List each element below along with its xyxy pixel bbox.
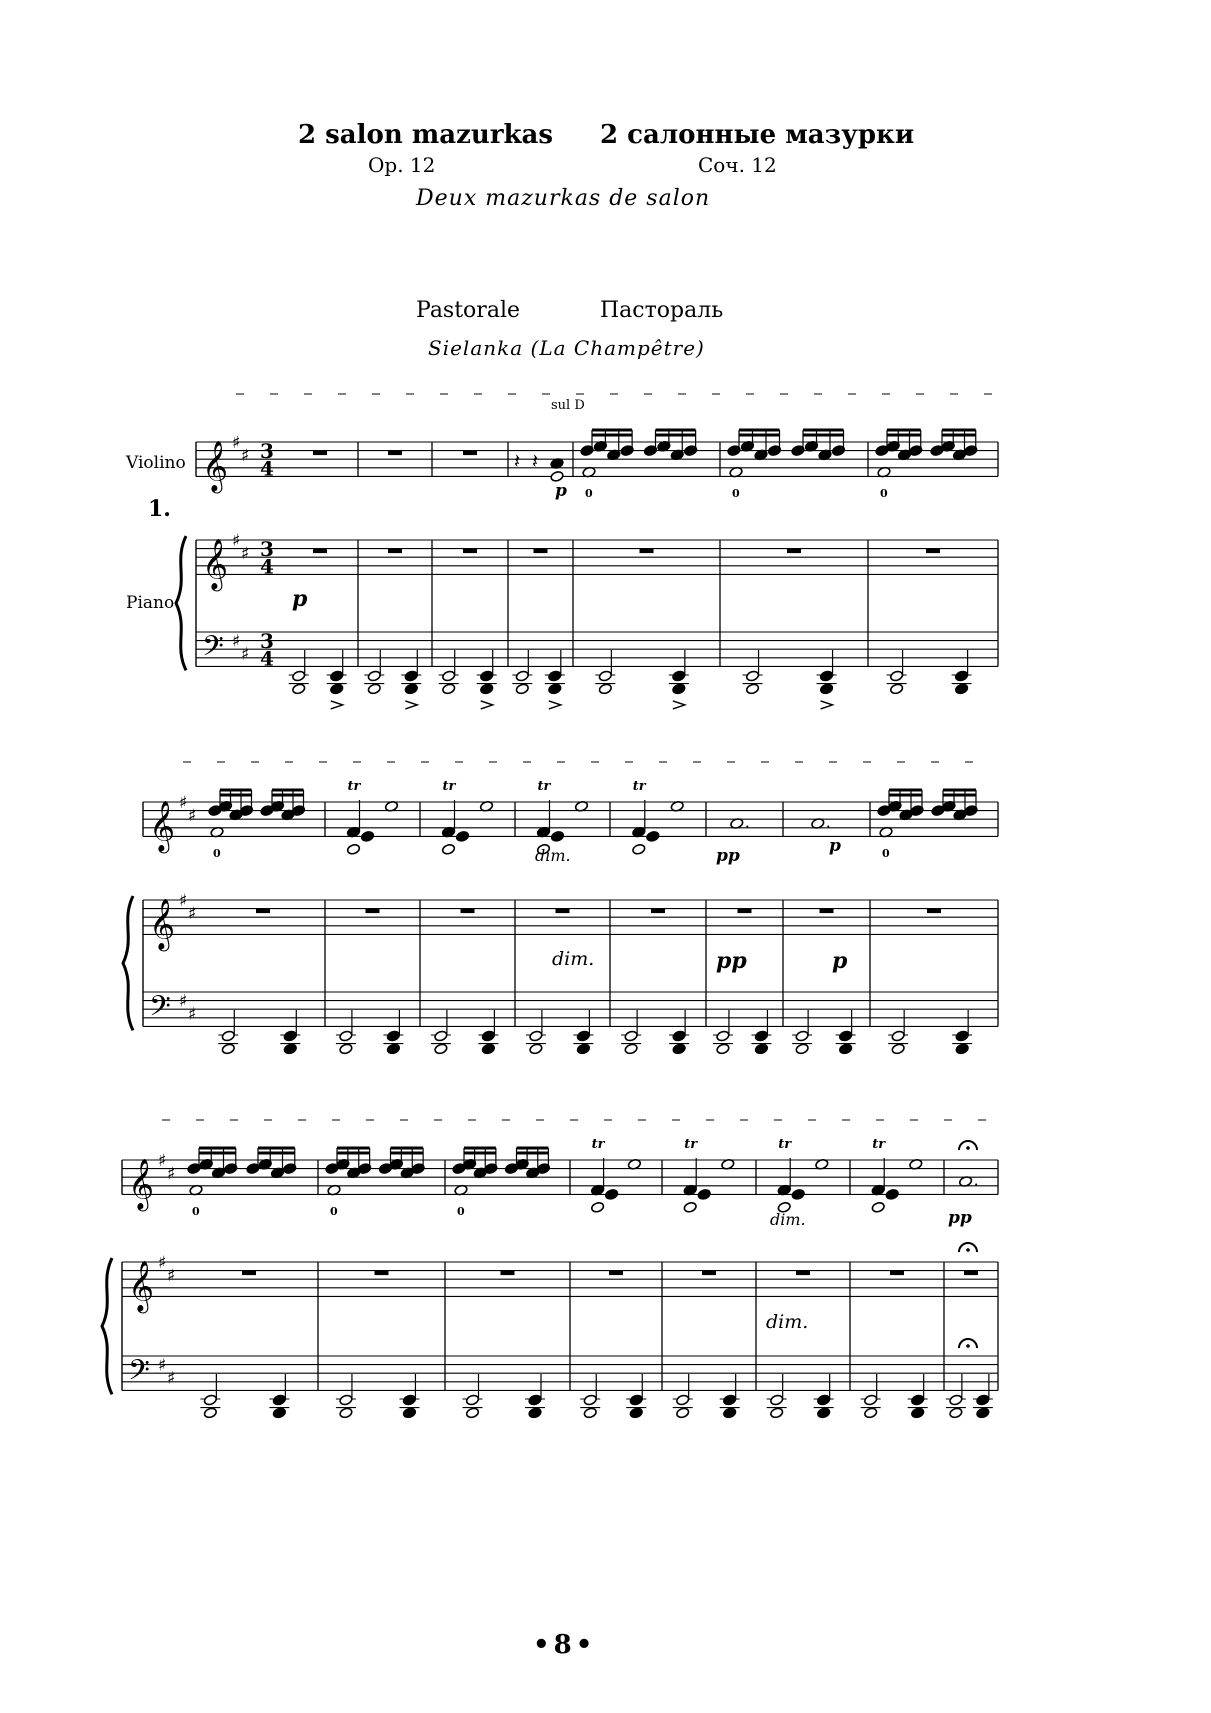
bass-half-note xyxy=(339,1394,353,1406)
dim-piano-3: dim. xyxy=(766,1311,809,1333)
bass-quarter-note xyxy=(386,1030,400,1042)
bass-quarter-note xyxy=(819,670,833,682)
sharp-icon: ♯ xyxy=(158,1151,167,1171)
whole-rest xyxy=(964,1271,978,1276)
dynamic-pp-violin-2: pp xyxy=(716,846,740,866)
sharp-icon: ♯ xyxy=(241,543,250,564)
violin-note xyxy=(455,830,469,842)
accent-icon xyxy=(549,701,561,709)
sharp-icon: ♯ xyxy=(241,644,250,665)
bass-half-note xyxy=(891,1043,905,1055)
bass-quarter-note xyxy=(576,1043,590,1055)
violin-note xyxy=(871,1201,885,1213)
bass-clef-icon: 𝄢 xyxy=(128,1354,150,1395)
fingering-0: 0 xyxy=(732,487,740,501)
sharp-icon: ♯ xyxy=(232,433,241,453)
bass-quarter-note xyxy=(272,1394,286,1406)
brace xyxy=(123,896,133,1030)
bass-quarter-note xyxy=(672,670,686,682)
violin-note xyxy=(632,843,646,855)
treble-clef-icon: 𝄞 xyxy=(128,1158,155,1210)
bass-quarter-note xyxy=(723,1394,737,1406)
whole-rest xyxy=(501,1271,515,1276)
piece-title-polish: Sielanka (La Champêtre) xyxy=(428,336,705,360)
dot: . xyxy=(825,812,831,832)
violin-note xyxy=(360,830,374,842)
bass-half-note xyxy=(465,1407,479,1419)
bass-half-note xyxy=(624,1030,638,1042)
bass-quarter-note xyxy=(911,1407,925,1419)
bass-quarter-note xyxy=(672,1043,686,1055)
bass-half-note xyxy=(529,1030,543,1042)
accent-icon xyxy=(405,701,417,709)
time-sig-3: 3 xyxy=(260,439,274,464)
dim-violin-2: dim. xyxy=(535,846,571,865)
bass-half-note xyxy=(434,1030,448,1042)
whole-rest xyxy=(534,549,548,554)
trill-mark: tr xyxy=(591,1137,605,1152)
piece-title-english: Pastorale xyxy=(416,298,520,323)
trill-mark: tr xyxy=(778,1137,792,1152)
trill-mark: tr xyxy=(442,779,456,794)
bass-half-note xyxy=(676,1407,690,1419)
whole-rest xyxy=(640,549,654,554)
bass-half-note xyxy=(203,1407,217,1419)
sharp-icon: ♯ xyxy=(188,805,197,826)
sharp-icon: ♯ xyxy=(232,531,241,551)
brace xyxy=(102,1258,112,1394)
dynamic-p-violin-2: p xyxy=(829,836,841,856)
bass-half-note xyxy=(442,670,456,682)
opus-russian: Соч. 12 xyxy=(698,153,777,177)
fingering-0: 0 xyxy=(213,847,221,861)
sharp-icon: ♯ xyxy=(179,991,188,1012)
bass-half-note xyxy=(465,1394,479,1406)
sharp-icon: ♯ xyxy=(167,1265,176,1286)
fingering-0: 0 xyxy=(192,1205,200,1219)
whole-rest xyxy=(388,549,402,554)
treble-clef-icon: 𝄞 xyxy=(202,440,229,492)
whole-rest xyxy=(702,1271,716,1276)
violin-note xyxy=(550,830,564,842)
whole-rest xyxy=(313,451,327,456)
bass-quarter-note xyxy=(330,670,344,682)
bass-half-note xyxy=(367,683,381,695)
violin-note xyxy=(605,1188,619,1200)
bass-quarter-note xyxy=(404,670,418,682)
time-sig-3: 3 xyxy=(260,629,274,654)
bass-half-note xyxy=(624,1043,638,1055)
bass-quarter-note xyxy=(402,1407,416,1419)
dynamic-p-violin-1: p xyxy=(555,481,567,501)
bass-half-note xyxy=(716,1030,730,1042)
piece-title-russian: Пастораль xyxy=(600,298,724,323)
whole-rest xyxy=(463,549,477,554)
fingering-0: 0 xyxy=(457,1205,465,1219)
trill-mark: tr xyxy=(347,779,361,794)
whole-rest xyxy=(609,1271,623,1276)
bass-half-note xyxy=(221,1030,235,1042)
bass-quarter-note xyxy=(283,1043,297,1055)
bass-quarter-note xyxy=(481,1043,495,1055)
bass-half-note xyxy=(515,670,529,682)
bass-quarter-note xyxy=(819,683,833,695)
bass-clef-icon: 𝄢 xyxy=(149,990,171,1031)
piece-number: 1. xyxy=(148,496,171,522)
accent-icon xyxy=(673,701,685,709)
whole-rest xyxy=(556,909,570,914)
bass-half-note xyxy=(339,1043,353,1055)
bass-half-note xyxy=(442,683,456,695)
bass-half-note xyxy=(890,670,904,682)
bass-quarter-note xyxy=(330,683,344,695)
sharp-icon: ♯ xyxy=(179,793,188,813)
bass-half-note xyxy=(745,683,759,695)
bass-half-note xyxy=(529,1043,543,1055)
violin-label: Violino xyxy=(126,453,186,473)
whole-rest xyxy=(375,1271,389,1276)
title-english: 2 salon mazurkas xyxy=(298,120,554,150)
dot: . xyxy=(973,1170,979,1190)
time-sig-4: 4 xyxy=(260,554,274,579)
trill-mark: tr xyxy=(632,779,646,794)
fermata-dot xyxy=(966,1344,970,1348)
bass-quarter-note xyxy=(402,1394,416,1406)
whole-rest xyxy=(651,909,665,914)
piano-label: Piano xyxy=(126,593,175,613)
accent-icon xyxy=(481,701,493,709)
bass-quarter-note xyxy=(548,683,562,695)
fermata-dot xyxy=(966,1248,970,1252)
bass-half-note xyxy=(891,1030,905,1042)
bass-half-note xyxy=(515,683,529,695)
bass-quarter-note xyxy=(817,1407,831,1419)
sharp-icon: ♯ xyxy=(158,1253,167,1273)
bass-quarter-note xyxy=(672,683,686,695)
dynamic-pp-violin-3: pp xyxy=(948,1208,972,1228)
bass-quarter-note xyxy=(386,1043,400,1055)
whole-rest xyxy=(313,549,327,554)
bass-half-note xyxy=(203,1394,217,1406)
accent-icon xyxy=(821,701,833,709)
bass-quarter-note xyxy=(754,1043,768,1055)
violin-note xyxy=(697,1188,711,1200)
trill-mark: tr xyxy=(684,1137,698,1152)
sul-d-marking: sul D xyxy=(551,398,585,413)
bass-quarter-note xyxy=(548,670,562,682)
trill-mark: tr xyxy=(537,779,551,794)
whole-rest xyxy=(738,909,752,914)
bass-quarter-note xyxy=(480,683,494,695)
violin-note xyxy=(646,830,660,842)
brace xyxy=(176,536,186,670)
whole-rest xyxy=(366,909,380,914)
fingering-0: 0 xyxy=(330,1205,338,1219)
bass-half-note xyxy=(292,670,306,682)
bass-half-note xyxy=(339,1030,353,1042)
bass-quarter-note xyxy=(976,1394,990,1406)
whole-rest xyxy=(890,1271,904,1276)
bass-quarter-note xyxy=(754,1030,768,1042)
violin-note xyxy=(346,843,360,855)
sharp-icon: ♯ xyxy=(188,903,197,924)
dot: . xyxy=(744,812,750,832)
bass-quarter-note xyxy=(528,1407,542,1419)
quarter-rest-icon: 𝄽 xyxy=(532,448,539,473)
bass-half-note xyxy=(598,670,612,682)
bass-half-note xyxy=(598,683,612,695)
sharp-icon: ♯ xyxy=(241,445,250,466)
bass-half-note xyxy=(949,1407,963,1419)
fingering-0: 0 xyxy=(880,487,888,501)
dynamic-p-piano-1: p xyxy=(292,586,308,612)
bass-quarter-note xyxy=(976,1407,990,1419)
bass-quarter-note xyxy=(629,1407,643,1419)
bass-quarter-note xyxy=(629,1394,643,1406)
page-number: •8• xyxy=(533,1630,597,1660)
bass-half-note xyxy=(434,1043,448,1055)
bass-quarter-note xyxy=(723,1407,737,1419)
whole-rest xyxy=(927,909,941,914)
bass-quarter-note xyxy=(839,1043,853,1055)
treble-clef-icon: 𝄞 xyxy=(149,898,176,950)
bass-quarter-note xyxy=(283,1030,297,1042)
whole-rest xyxy=(461,909,475,914)
violin-note xyxy=(885,1188,899,1200)
bass-half-note xyxy=(795,1043,809,1055)
bass-half-note xyxy=(949,1394,963,1406)
bass-half-note xyxy=(292,683,306,695)
whole-rest xyxy=(256,909,270,914)
treble-clef-icon: 𝄞 xyxy=(149,800,176,852)
bass-half-note xyxy=(221,1043,235,1055)
bass-quarter-note xyxy=(817,1394,831,1406)
whole-rest xyxy=(242,1271,256,1276)
violin-note xyxy=(791,1188,805,1200)
violin-note xyxy=(441,843,455,855)
fingering-0: 0 xyxy=(585,487,593,501)
whole-rest xyxy=(787,549,801,554)
fingering-0: 0 xyxy=(882,847,890,861)
bass-half-note xyxy=(583,1394,597,1406)
trill-mark: tr xyxy=(872,1137,886,1152)
dynamic-p-piano-2: p xyxy=(832,948,848,974)
violin-note xyxy=(591,1201,605,1213)
whole-rest xyxy=(463,451,477,456)
bass-clef-icon: 𝄢 xyxy=(202,630,224,671)
sharp-icon: ♯ xyxy=(158,1355,167,1376)
bass-quarter-note xyxy=(528,1394,542,1406)
bass-quarter-note xyxy=(480,670,494,682)
bass-half-note xyxy=(770,1394,784,1406)
bass-quarter-note xyxy=(955,683,969,695)
sharp-icon: ♯ xyxy=(179,891,188,911)
bass-half-note xyxy=(583,1407,597,1419)
bass-half-note xyxy=(864,1407,878,1419)
dim-violin-3: dim. xyxy=(770,1210,806,1229)
whole-rest xyxy=(926,549,940,554)
bass-quarter-note xyxy=(955,1043,969,1055)
bass-quarter-note xyxy=(272,1407,286,1419)
bass-half-note xyxy=(745,670,759,682)
bass-half-note xyxy=(795,1030,809,1042)
quarter-rest-icon: 𝄽 xyxy=(514,448,521,473)
sharp-icon: ♯ xyxy=(188,1004,197,1025)
time-sig-4: 4 xyxy=(260,456,274,481)
time-sig-4: 4 xyxy=(260,646,274,671)
bass-quarter-note xyxy=(576,1030,590,1042)
sharp-icon: ♯ xyxy=(167,1368,176,1389)
accent-icon xyxy=(331,701,343,709)
bass-half-note xyxy=(716,1043,730,1055)
bass-quarter-note xyxy=(955,1030,969,1042)
dynamic-pp-piano-2: pp xyxy=(716,948,747,974)
whole-rest xyxy=(388,451,402,456)
title-french: Deux mazurkas de salon xyxy=(416,186,711,211)
sharp-icon: ♯ xyxy=(232,631,241,652)
time-sig-3: 3 xyxy=(260,537,274,562)
fermata-dot xyxy=(966,1146,970,1150)
bass-half-note xyxy=(770,1407,784,1419)
bass-quarter-note xyxy=(481,1030,495,1042)
bass-half-note xyxy=(864,1394,878,1406)
sharp-icon: ♯ xyxy=(167,1163,176,1184)
whole-rest xyxy=(820,909,834,914)
dim-piano-2: dim. xyxy=(552,948,595,970)
violin-note xyxy=(683,1201,697,1213)
bass-quarter-note xyxy=(839,1030,853,1042)
opus-english: Op. 12 xyxy=(368,153,436,177)
bass-quarter-note xyxy=(911,1394,925,1406)
bass-half-note xyxy=(367,670,381,682)
whole-rest xyxy=(796,1271,810,1276)
bass-quarter-note xyxy=(404,683,418,695)
bass-half-note xyxy=(339,1407,353,1419)
treble-clef-icon: 𝄞 xyxy=(128,1260,155,1312)
bass-half-note xyxy=(890,683,904,695)
bass-half-note xyxy=(676,1394,690,1406)
treble-clef-icon: 𝄞 xyxy=(202,538,229,590)
title-russian: 2 салонные мазурки xyxy=(600,120,915,150)
bass-quarter-note xyxy=(672,1030,686,1042)
bass-quarter-note xyxy=(955,670,969,682)
